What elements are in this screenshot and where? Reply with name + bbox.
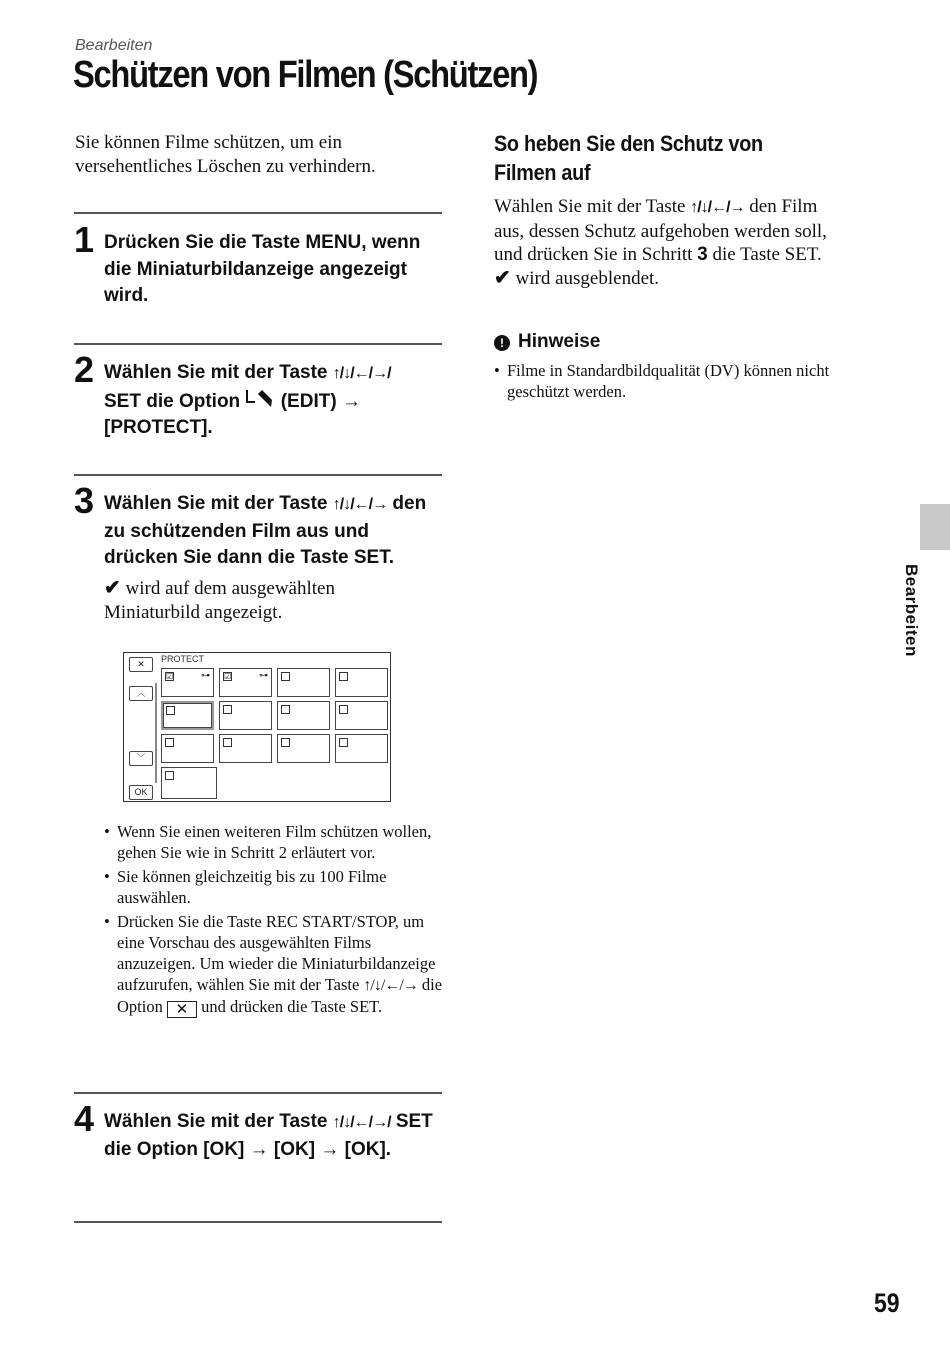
- bullet-3-mid: die Option: [117, 975, 443, 1016]
- close-button[interactable]: ✕: [129, 657, 153, 672]
- step-3-note-text: wird auf dem ausgewählten Miniaturbild angezeigt.: [104, 578, 335, 623]
- step-4-post: SET die Option [OK] → [OK] → [OK].: [104, 1111, 433, 1160]
- screen-title: PROTECT: [161, 654, 205, 664]
- list-item: • Filme in Standardbildqualität (DV) können nicht geschützt werden.: [494, 360, 834, 402]
- arrow-keys-icon: ↑/↓/←/→: [363, 977, 418, 994]
- side-section-label: Bearbeiten: [902, 564, 921, 657]
- close-box-icon: ✕: [167, 1001, 197, 1018]
- key-icon: ⊶: [201, 670, 210, 680]
- list-item: • Wenn Sie einen weiteren Film schützen wollen, gehen Sie wie in Schritt 2 erläutert vor.: [104, 821, 444, 863]
- ok-button[interactable]: OK: [129, 785, 153, 800]
- step-2-mid: SET die Option: [104, 390, 241, 412]
- checkbox: [165, 771, 174, 780]
- step-3-note: [104, 576, 424, 625]
- thumbnail-cell[interactable]: [161, 734, 214, 763]
- arrow-keys-icon: ↑/↓/←/→/: [332, 365, 391, 382]
- section-label: Bearbeiten: [75, 37, 153, 54]
- checkmark-icon: ✔: [104, 577, 121, 599]
- thumbnail-cell[interactable]: [277, 668, 330, 697]
- unprotect-pre: Wählen Sie mit der Taste: [494, 196, 686, 217]
- thumbnail-cell[interactable]: [219, 668, 272, 697]
- notes-title: Hinweise: [518, 331, 601, 352]
- checkbox: [339, 705, 348, 714]
- intro-text: Sie können Filme schützen, um ein versehentliches Löschen zu verhindern.: [75, 132, 376, 177]
- checkbox: [166, 706, 175, 715]
- warning-icon: !: [494, 335, 510, 351]
- bullet-3-pre: Drücken Sie die Taste REC START/STOP, um eine Vorschau des ausgewählten Films anzuzeigen. Um wieder die Miniaturbildanzeige aufzurufen, wählen Sie mit der Taste: [117, 912, 436, 994]
- scrollbar[interactable]: [155, 683, 157, 783]
- step-3-text: [104, 491, 444, 572]
- thumbnail-cell[interactable]: [277, 701, 330, 730]
- divider: [74, 474, 442, 476]
- checkbox-checked: ☑: [166, 672, 174, 681]
- step-3-post: den zu schützenden Film aus und drücken Sie dann die Taste SET.: [104, 493, 427, 568]
- thumbnail-cell[interactable]: [335, 701, 388, 730]
- thumbnail-cell[interactable]: [335, 668, 388, 697]
- notes-heading: [494, 331, 600, 353]
- thumbnail-cell-selected[interactable]: [161, 701, 214, 730]
- checkbox: [281, 705, 290, 714]
- unprotect-post: die Taste SET.: [712, 244, 822, 265]
- checkbox-checked: ☑: [224, 672, 232, 681]
- checkbox: [223, 705, 232, 714]
- checkbox: [281, 738, 290, 747]
- thumbnail-cell[interactable]: [161, 767, 217, 799]
- thumbnail-cell[interactable]: [161, 668, 214, 697]
- thumbnail-cell[interactable]: [277, 734, 330, 763]
- key-icon: ⊶: [259, 670, 268, 680]
- divider: [74, 1221, 442, 1223]
- step-number: 4: [74, 1098, 95, 1139]
- step-4-pre: Wählen Sie mit der Taste: [104, 1111, 328, 1132]
- unprotect-mid: den Film aus, dessen Schutz aufgehoben werden soll, und drücken Sie in Schritt: [494, 196, 827, 265]
- checkbox: [339, 738, 348, 747]
- checkbox: [281, 672, 290, 681]
- step-reference: 3: [697, 244, 708, 265]
- protect-screen: [123, 652, 391, 802]
- checkbox: [165, 738, 174, 747]
- thumbnail-cell[interactable]: [219, 734, 272, 763]
- thumbnail-cell[interactable]: [219, 701, 272, 730]
- divider: [74, 343, 442, 345]
- step-number: 1: [74, 219, 95, 260]
- checkbox: [223, 738, 232, 747]
- checkmark-icon: ✔: [494, 266, 511, 289]
- list-item: • Sie können gleichzeitig bis zu 100 Filme auswählen.: [104, 866, 444, 908]
- step-3-pre: Wählen Sie mit der Taste: [104, 493, 328, 514]
- step-3-bullets: [104, 821, 444, 1021]
- step-2-pre: Wählen Sie mit der Taste: [104, 362, 328, 383]
- unprotect-check-text: wird ausgeblendet.: [515, 267, 660, 289]
- thumbnail-cell[interactable]: [335, 734, 388, 763]
- edit-icon: [245, 388, 275, 410]
- scroll-down-button[interactable]: ﹀: [129, 751, 153, 766]
- step-2-text: [104, 360, 444, 442]
- scroll-up-button[interactable]: ︿: [129, 686, 153, 701]
- checkbox: [339, 672, 348, 681]
- step-4-text: [104, 1109, 444, 1163]
- step-2-post: (EDIT) → [PROTECT].: [104, 390, 361, 438]
- step-number: 2: [74, 349, 95, 390]
- notes-list: [494, 360, 834, 402]
- arrow-keys-icon: ↑/↓/←/→: [690, 199, 745, 216]
- side-tab-marker: [920, 504, 950, 550]
- unprotect-body: [494, 195, 844, 290]
- step-number: 3: [74, 480, 95, 521]
- step-1-text: Drücken Sie die Taste MENU, wenn die Miniaturbildanzeige angezeigt wird.: [104, 232, 421, 306]
- page-number: 59: [874, 1288, 900, 1318]
- divider: [74, 212, 442, 214]
- list-item: [104, 911, 444, 1018]
- arrow-keys-icon: ↑/↓/←/→: [332, 496, 388, 513]
- bullet-3-post: und drücken die Taste SET.: [201, 997, 383, 1016]
- divider: [74, 1092, 442, 1094]
- page-title: Schützen von Filmen (Schützen): [73, 54, 538, 96]
- arrow-keys-icon: ↑/↓/←/→/: [332, 1114, 391, 1131]
- unprotect-heading: So heben Sie den Schutz von Filmen auf: [494, 131, 763, 185]
